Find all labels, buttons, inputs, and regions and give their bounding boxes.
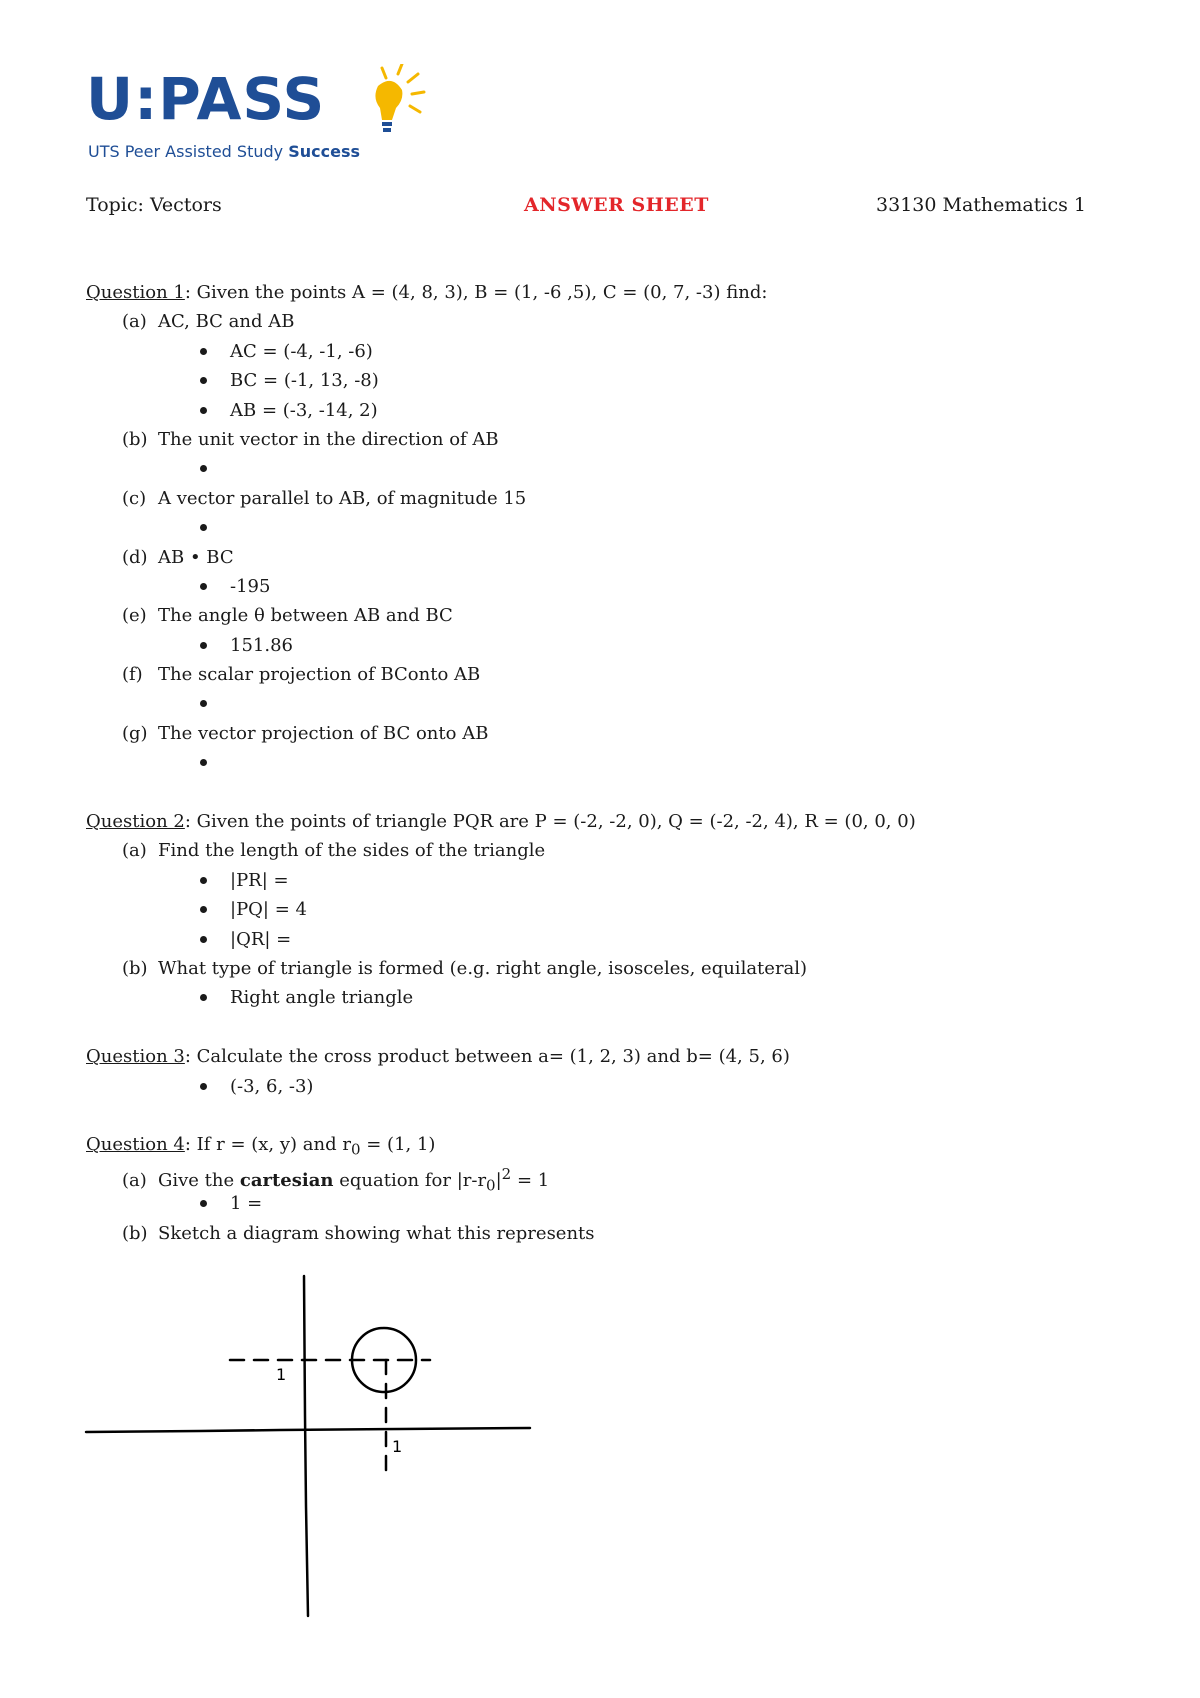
q2a-answer-1: |PR| =	[86, 866, 1116, 895]
spacer	[86, 1101, 1116, 1130]
topic-label: Topic: Vectors	[86, 194, 222, 216]
q1a-answer-1: AC = (-4, -1, -6)	[86, 337, 1116, 366]
q1a-answer-2: BC = (-1, 13, -8)	[86, 366, 1116, 395]
lightbulb-icon	[348, 64, 438, 144]
q1-part-f: (f) The scalar projection of BConto AB	[122, 664, 481, 686]
logo-tagline: UTS Peer Assisted Study Success	[88, 142, 360, 161]
q2-part-a: (a) Find the length of the sides of the triangle	[122, 840, 546, 862]
logo-wordmark: U:PASS	[86, 65, 326, 133]
spacer	[86, 778, 1116, 807]
q4-part-a: (a) Give the cartesian equation for $|r-r_0|^2 = 1$	[122, 1164, 550, 1195]
spacer	[86, 1013, 1116, 1042]
q1-part-g: (g) The vector projection of BC onto AB	[122, 722, 489, 744]
q1-part-a: (a) AC, BC and AB	[122, 311, 295, 333]
subject-label: 33130 Mathematics 1	[876, 194, 1086, 216]
q3-answer: (-3, 6, -3)	[86, 1072, 1116, 1101]
y-axis	[304, 1276, 308, 1616]
question-1-heading: Question 1: Given the points A = (4, 8, 3), B = (1, -6 ,5), C = (0, 7, -3) find:	[86, 282, 768, 303]
q2-part-b: (b) What type of triangle is formed (e.g. right angle, isosceles, equilateral)	[122, 957, 808, 979]
question-3-heading: Question 3: Calculate the cross product between a= (1, 2, 3) and b= (4, 5, 6)	[86, 1046, 790, 1068]
q4-part-b: (b) Sketch a diagram showing what this represents	[122, 1222, 595, 1244]
q2a-answer-3: |QR| =	[86, 925, 1116, 954]
q2b-answer: Right angle triangle	[86, 983, 1116, 1012]
q2a-answer-2: |PQ| = 4	[86, 895, 1116, 924]
circle-sketch-diagram	[80, 1266, 540, 1626]
page-title: ANSWER SHEET	[524, 194, 709, 216]
q1e-answer: 151.86	[86, 631, 1116, 660]
q1-part-d: (d) AB • BC	[122, 546, 234, 568]
q4a-answer: 1 =	[86, 1189, 1116, 1218]
q1b-answer	[86, 454, 1116, 483]
question-2-heading: Question 2: Given the points of triangle PQR are P = (-2, -2, 0), Q = (-2, -2, 4), R = (0, 0, 0)	[86, 811, 916, 833]
upass-logo	[86, 65, 376, 170]
x-axis	[86, 1428, 530, 1432]
document-header	[86, 194, 1086, 224]
y-tick-label: 1	[276, 1365, 287, 1384]
q1g-answer	[86, 748, 1116, 777]
q1c-answer	[86, 513, 1116, 542]
x-tick-label: 1	[392, 1437, 403, 1456]
q1d-answer: -195	[86, 572, 1116, 601]
q1f-answer	[86, 689, 1116, 718]
q1-part-b: (b) The unit vector in the direction of AB	[122, 428, 499, 450]
q1a-answer-3: AB = (-3, -14, 2)	[86, 396, 1116, 425]
document-body	[86, 278, 1116, 1248]
question-4-heading: Question 4: If r = (x, y) and $r_0 = (1$, 1)	[86, 1134, 436, 1159]
q1-part-e: (e) The angle θ between AB and BC	[122, 605, 453, 627]
q1-part-c: (c) A vector parallel to AB, of magnitude 15	[122, 487, 527, 509]
